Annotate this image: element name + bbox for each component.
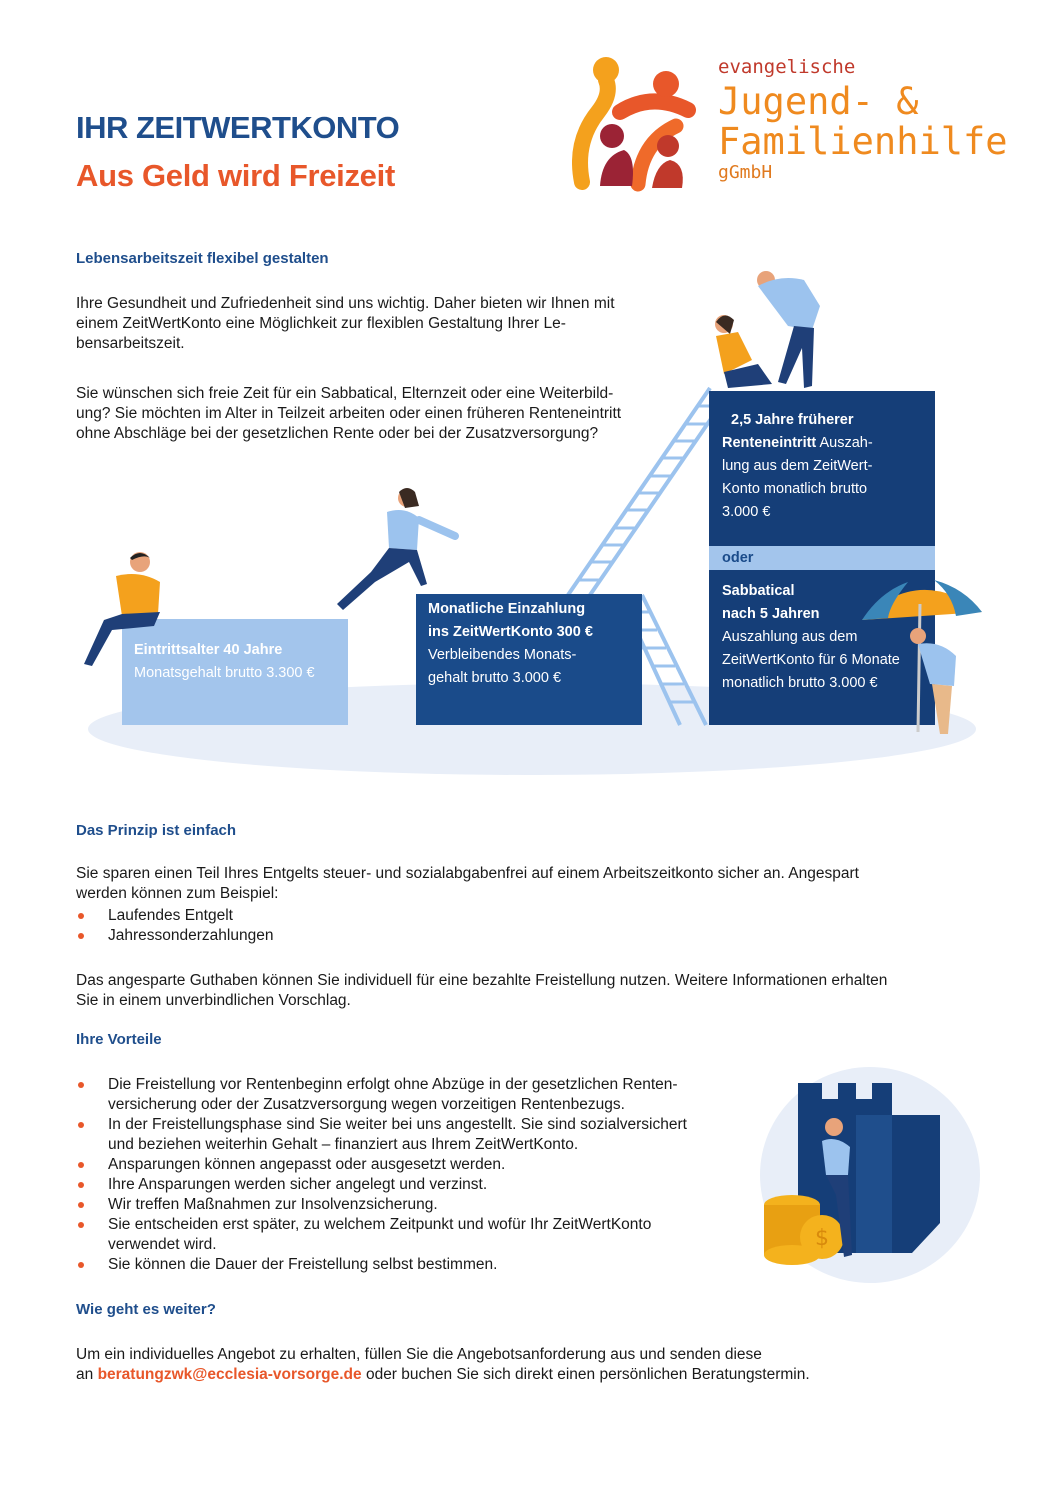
text-fragment: an [76, 1366, 98, 1383]
step-text: Monatsgehalt brutto 3.300 € [134, 665, 315, 681]
logo-text: Familienhilfe [718, 120, 1008, 163]
step-title: Eintrittsalter 40 Jahre [134, 642, 283, 658]
list-item [76, 1075, 766, 1115]
list-item [76, 1215, 766, 1255]
text-line: Um ein individuelles Angebot zu erhalten, füllen Sie die Angebotsanforderung aus und senden diese [76, 1346, 762, 1363]
step-text: Konto monatlich brutto [722, 481, 868, 497]
text-fragment: oder buchen Sie sich direkt einen persönlichen Beratungstermin. [361, 1366, 810, 1383]
section-heading: Ihre Vorteile [76, 1031, 162, 1048]
text-line [76, 1365, 976, 1385]
step-text: gehalt brutto 3.000 € [428, 670, 562, 686]
step-title: Monatliche Einzahlung [428, 601, 586, 617]
step-text: monatlich brutto 3.000 € [722, 675, 878, 691]
savings-list [76, 906, 273, 946]
section-heading: Das Prinzip ist einfach [76, 822, 237, 839]
step-title: nach 5 Jahren [722, 606, 820, 622]
logo-text: gGmbH [718, 162, 773, 183]
page-subtitle: Aus Geld wird Freizeit [76, 158, 395, 193]
bullet-icon [78, 1162, 84, 1168]
list-item-text: Sie können die Dauer der Freistellung selbst bestimmen. [108, 1256, 498, 1273]
list-item [76, 926, 273, 946]
step-text: 3.000 € [722, 504, 771, 520]
step-title: Renteneintritt [722, 435, 817, 451]
text-line: Das angesparte Guthaben können Sie individuell für eine bezahlte Freistellung nutzen. Weitere Informationen erhalten [76, 972, 888, 989]
list-item-text: Sie entscheiden erst später, zu welchem Zeitpunkt und wofür Ihr ZeitWertKonto [108, 1216, 652, 1233]
email-link[interactable]: beratungzwk@ecclesia-vorsorge.de [97, 1366, 362, 1383]
oder-label: oder [722, 550, 754, 566]
text-line: einem ZeitWertKonto eine Möglichkeit zur flexiblen Gestaltung Ihrer Le- [76, 315, 566, 332]
page-title: IHR ZEITWERTKONTO [76, 110, 400, 145]
logo-text: evangelische [718, 56, 856, 78]
text-line: Ihre Gesundheit und Zufriedenheit sind uns wichtig. Daher bieten wir Ihnen mit [76, 295, 615, 312]
person-sitting-icon [82, 548, 172, 673]
list-item [76, 1195, 766, 1215]
list-item-text: Ihre Ansparungen werden sicher angelegt und verzinst. [108, 1176, 488, 1193]
step-title: Sabbatical [722, 583, 795, 599]
list-item [76, 1255, 766, 1275]
list-item-text: Ansparungen können angepasst oder ausgesetzt werden. [108, 1156, 506, 1173]
list-item-text: und beziehen weiterhin Gehalt – finanziert aus Ihrem ZeitWertKonto. [108, 1136, 579, 1153]
intro-paragraph [76, 294, 676, 354]
text-line: ohne Abschläge bei der gesetzlichen Rente oder bei der Zusatzversorgung? [76, 425, 599, 442]
text-line: Sie sparen einen Teil Ihres Entgelts steuer- und sozialabgabenfrei auf einem Arbeitszeitkonto sicher an. Angespart [76, 865, 859, 882]
bullet-icon [78, 1082, 84, 1088]
principle-paragraph [76, 864, 966, 904]
step-text: Auszahlung aus dem [722, 629, 858, 645]
step-title: 2,5 Jahre früherer [731, 412, 854, 428]
list-item-text: versicherung oder der Zusatzversorgung wegen vorzeitigen Rentenbezugs. [108, 1096, 625, 1113]
benefits-list [76, 1075, 766, 1275]
person-running-icon [335, 486, 460, 616]
step-box-retirement-text [722, 409, 873, 524]
list-item [76, 906, 273, 926]
list-item-text: Jahressonderzahlungen [108, 927, 274, 944]
text-line: Sie in einem unverbindlichen Vorschlag. [76, 992, 351, 1009]
bullet-icon [78, 1222, 84, 1228]
principle-paragraph [76, 971, 966, 1011]
bullet-icon [78, 1202, 84, 1208]
contact-paragraph [76, 1345, 976, 1385]
logo-icon [572, 52, 712, 192]
bullet-icon [78, 933, 84, 939]
section-heading: Wie geht es weiter? [76, 1301, 216, 1318]
step-text: ZeitWertKonto für 6 Monate [722, 652, 900, 668]
list-item-text: Die Freistellung vor Rentenbeginn erfolgt ohne Abzüge in der gesetzlichen Renten- [108, 1076, 678, 1093]
bullet-icon [78, 1262, 84, 1268]
text-line: bensarbeitszeit. [76, 335, 185, 352]
bullet-icon [78, 1182, 84, 1188]
text-line: werden können zum Beispiel: [76, 885, 279, 902]
person-umbrella-icon [860, 574, 985, 739]
list-item [76, 1175, 766, 1195]
step-text: lung aus dem ZeitWert- [722, 458, 873, 474]
section-heading: Lebensarbeitszeit flexibel gestalten [76, 250, 329, 267]
people-climbing-icon [708, 268, 838, 393]
list-item-text: Laufendes Entgelt [108, 907, 233, 924]
castle-coins-icon [752, 1055, 982, 1285]
list-item [76, 1115, 766, 1155]
logo-text: Jugend- & [718, 80, 919, 123]
list-item-text: In der Freistellungsphase sind Sie weiter bei uns angestellt. Sie sind sozialversichert [108, 1116, 687, 1133]
list-item-text: Wir treffen Maßnahmen zur Insolvenzsicherung. [108, 1196, 438, 1213]
text-line: Sie wünschen sich freie Zeit für ein Sabbatical, Elternzeit oder eine Weiterbild- [76, 385, 614, 402]
bullet-icon [78, 1122, 84, 1128]
list-item [76, 1155, 766, 1175]
svg-text:$: $ [815, 1226, 829, 1251]
list-item-text: verwendet wird. [108, 1236, 217, 1253]
step-title: ins ZeitWertKonto 300 € [428, 624, 593, 640]
text-line: ung? Sie möchten im Alter in Teilzeit arbeiten oder einen früheren Renteneintritt [76, 405, 622, 422]
step-text: Auszah- [816, 435, 873, 451]
bullet-icon [78, 913, 84, 919]
step-text: Verbleibendes Monats- [428, 647, 577, 663]
